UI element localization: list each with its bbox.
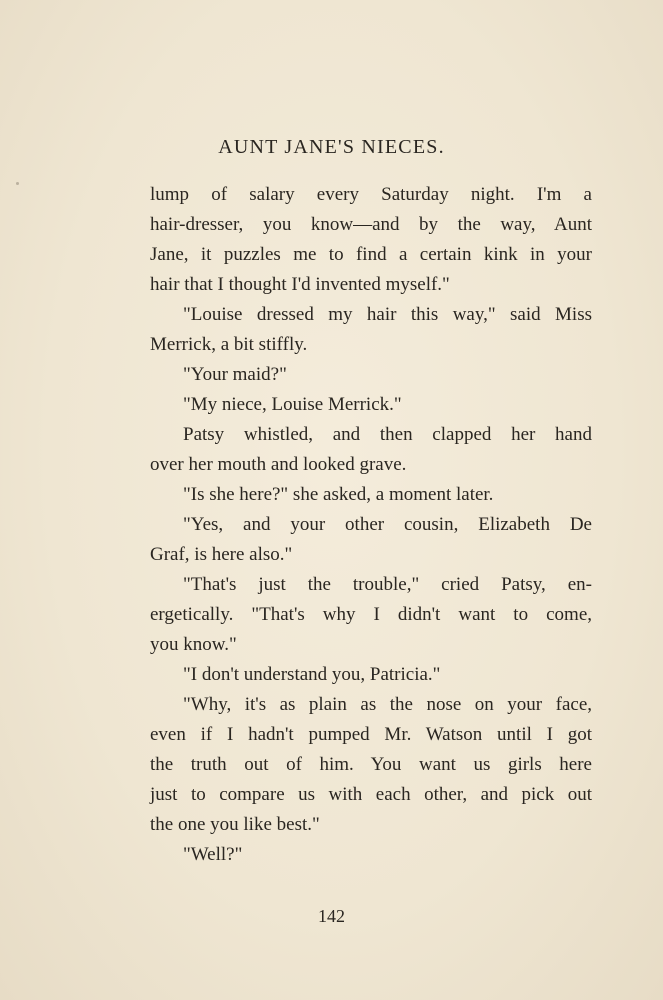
text-line: "My niece, Louise Merrick."	[183, 394, 402, 415]
text-line: Merrick, a bit stiffly.	[150, 334, 308, 355]
text-line: the one you like best."	[150, 814, 320, 835]
text-line: "Well?"	[183, 844, 243, 865]
text-line: hair-dresser, you know—and by the way, Aunt	[150, 214, 592, 235]
text-line: lump of salary every Saturday night. I'm a	[150, 184, 592, 205]
body-text	[150, 180, 592, 870]
text-line: just to compare us with each other, and pick out	[150, 784, 592, 805]
text-line: "Is she here?" she asked, a moment later.	[183, 484, 494, 505]
text-line: Patsy whistled, and then clapped her hand	[183, 424, 592, 445]
text-line: ergetically. "That's why I didn't want to come,	[150, 604, 592, 625]
text-line: "Yes, and your other cousin, Elizabeth De	[183, 514, 592, 535]
text-line: Graf, is here also."	[150, 544, 293, 565]
text-line: Jane, it puzzles me to find a certain kink in your	[150, 244, 592, 265]
page-number: 142	[318, 906, 345, 926]
text-line: "Louise dressed my hair this way," said Miss	[183, 304, 592, 325]
text-line: "I don't understand you, Patricia."	[183, 664, 441, 685]
text-line: over her mouth and looked grave.	[150, 454, 407, 475]
text-line: "That's just the trouble," cried Patsy, en-	[183, 574, 592, 595]
text-line: "Your maid?"	[183, 364, 287, 385]
text-line: the truth out of him. You want us girls here	[150, 754, 592, 775]
text-line: hair that I thought I'd invented myself."	[150, 274, 450, 295]
text-line: "Why, it's as plain as the nose on your face,	[183, 694, 592, 715]
text-line: you know."	[150, 634, 237, 655]
paper-speck	[16, 182, 19, 185]
running-head: AUNT JANE'S NIECES.	[218, 136, 445, 158]
text-line: even if I hadn't pumped Mr. Watson until I got	[150, 724, 592, 745]
